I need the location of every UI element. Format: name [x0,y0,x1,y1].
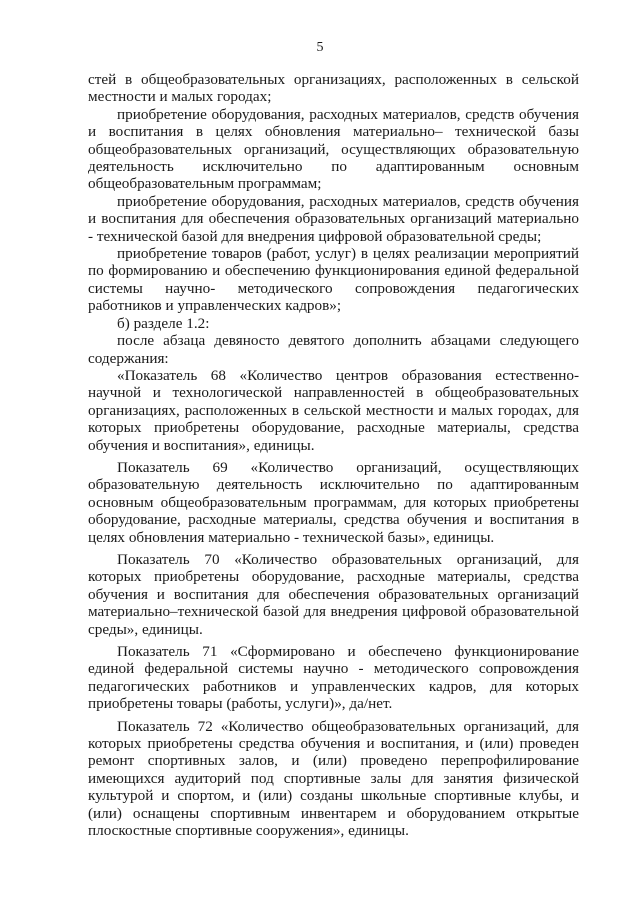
paragraph-equipment-adaptive: приобретение оборудования, расходных материалов, средств обучения и воспитания в целях обновления материально– технической базы общеобразовательных организаций, осуществляющих образовательную деятельность исключительно по адаптированным основным общеобразовательным программам; [88,105,579,193]
indicator-72: Показатель 72 «Количество общеобразовательных организаций, для которых приобретены средства обучения и воспитания, и (или) проведен ремонт спортивных залов, и (или) проведено перепрофилирование имеющихся аудиторий под спортивные залы для занятия физической культурой и спортом, и (или) созданы школьные спортивные клубы, и (или) оснащены спортивным инвентарем и оборудованием открытые плоскостные спортивные сооружения», единицы. [88,717,579,840]
paragraph-goods-services: приобретение товаров (работ, услуг) в целях реализации мероприятий по формированию и обеспечению функционирования единой федеральной системы научно- методического сопровождения педагогических работников и управленческих кадров»; [88,245,579,315]
indicator-70: Показатель 70 «Количество образовательных организаций, для которых приобретены оборудование, расходные материалы, средства обучения и воспитания для обеспечения образовательных организаций материально–технической базой для внедрения цифровой образовательной среды», единицы. [88,550,579,638]
document-body [88,71,579,839]
page-number: 5 [316,40,324,55]
paragraph-equipment-digital: приобретение оборудования, расходных материалов, средств обучения и воспитания для обеспечения образовательных организаций материально - технической базой для внедрения цифровой образовательной среды; [88,192,579,245]
paragraph-section-heading: б) разделе 1.2: [117,314,210,332]
paragraph-continuation-line: стей в общеобразовательных организациях, расположенных в сельской [88,71,579,88]
indicator-68: «Показатель 68 «Количество центров образования естественно-научной и технологической направленностей в общеобразовательных организациях, расположенных в сельской местности и малых городах, для которых приобретены оборудование, расходные материалы, средства обучения и воспитания», единицы. [88,366,579,454]
indicator-71: Показатель 71 «Сформировано и обеспечено функционирование единой федеральной системы научно - методического сопровождения педагогических работников и управленческих кадров, для которых приобретены товары (работы, услуги)», да/нет. [88,643,579,713]
paragraph-continuation-end: местности и малых городах; [88,88,272,106]
indicator-69: Показатель 69 «Количество организаций, осуществляющих образовательную деятельность исключительно по адаптированным основным общеобразовательным программам, для которых приобретены оборудование, расходные материалы, средства обучения и воспитания в целях обновления материально - технической базы», единицы. [88,458,579,546]
paragraph-amendment-intro: после абзаца девяносто девятого дополнить абзацами следующего содержания: [88,332,579,367]
